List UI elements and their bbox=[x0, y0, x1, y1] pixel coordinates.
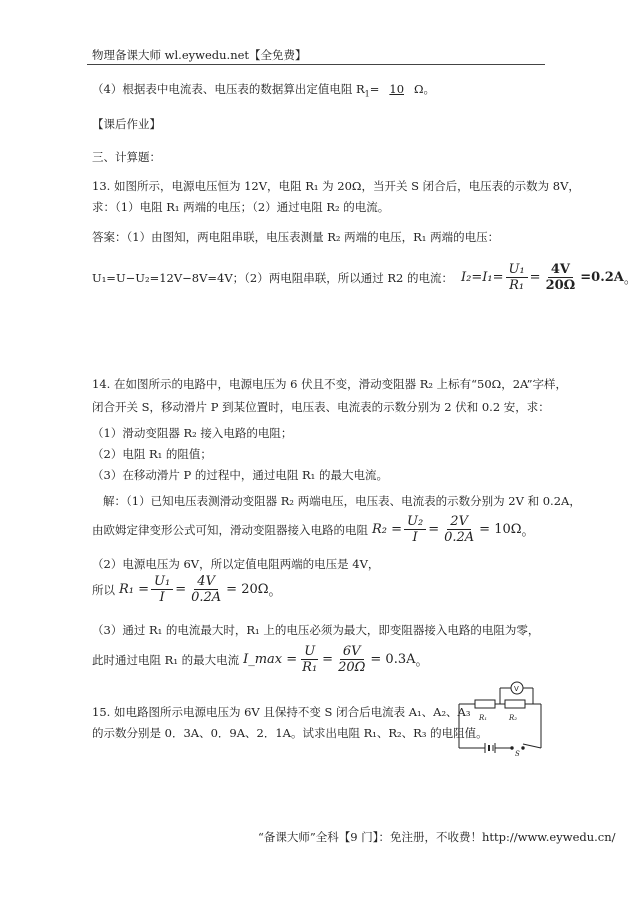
q4-answer: 10 bbox=[389, 82, 405, 96]
q14-f1-den2: 0.2A bbox=[444, 530, 475, 545]
q4-line bbox=[92, 81, 435, 98]
q14-f2-result: = 20Ω bbox=[226, 582, 269, 597]
q13-answer2 bbox=[92, 262, 637, 293]
q4-sub: 1 bbox=[364, 89, 370, 99]
q14-f2-num2: 4V bbox=[194, 574, 218, 590]
q14-sol1b bbox=[92, 514, 535, 545]
q14-f2-den2: 0.2A bbox=[191, 590, 222, 605]
q13-formula-lhs: I₂=I₁= bbox=[461, 270, 504, 285]
q14-f2 bbox=[119, 574, 282, 605]
q14-f3-lhs: I_max = bbox=[243, 652, 298, 667]
q13-line1: 13. 如图所示，电源电压恒为 12V，电阻 R₁ 为 20Ω，当开关 S 闭合后，电压表的示数为 8V， bbox=[92, 179, 580, 193]
q14-f1-lhs: R₂ = bbox=[372, 522, 403, 537]
q14-sol2a: （2）电源电压为 6V，所以定值电阻两端的电压是 4V， bbox=[92, 557, 380, 571]
q14-sol2b bbox=[92, 574, 282, 605]
q14-sol3a: （3）通过 R₁ 的电流最大时，R₁ 上的电压必须为最大，即变阻器接入电路的电阻为零， bbox=[92, 623, 540, 637]
q14-f2-lhs: R₁ = bbox=[119, 582, 150, 597]
q14-f3-num2: 6V bbox=[340, 644, 364, 660]
q14-f1-eq: = bbox=[428, 522, 440, 537]
q14-f1-frac2 bbox=[441, 514, 477, 545]
r2-resistor bbox=[505, 700, 525, 708]
q4-suffix: Ω。 bbox=[414, 82, 436, 96]
q4-prefix: （4）根据表中电流表、电压表的数据算出定值电阻 R bbox=[92, 82, 365, 96]
q13-frac1 bbox=[506, 262, 528, 293]
r1-resistor bbox=[475, 700, 495, 708]
q13-formula-eq: = bbox=[529, 270, 541, 285]
q13-frac2 bbox=[543, 262, 579, 293]
voltmeter-label: V bbox=[514, 685, 519, 693]
q14-sol3b-text: 此时通过电阻 R₁ 的最大电流 bbox=[92, 652, 240, 667]
q14-line2: 闭合开关 S，移动滑片 P 到某位置时，电压表、电流表的示数分别为 2 伏和 0.2 安，求： bbox=[92, 400, 550, 414]
q13-line2: 求：（1）电阻 R₁ 两端的电压；（2）通过电阻 R₂ 的电流。 bbox=[92, 200, 390, 214]
q13-formula-result: =0.2A bbox=[580, 270, 624, 285]
q14-f2-frac2 bbox=[188, 574, 224, 605]
q14-f1-result: = 10Ω bbox=[479, 522, 522, 537]
q14-f2-eq: = bbox=[175, 582, 187, 597]
q14-f3-result: = 0.3A bbox=[370, 652, 416, 667]
q14-item2: （2）电阻 R₁ 的阻值； bbox=[92, 447, 212, 461]
q13-frac2-den: 20Ω bbox=[545, 278, 576, 293]
q13-answer2-text: U₁=U−U₂=12V−8V=4V；（2）两电阻串联，所以通过 R2 的电流： bbox=[92, 270, 454, 285]
q14-sol1a: 解：（1）已知电压表测滑动变阻器 R₂ 两端电压，电压表、电流表的示数分别为 2V 和 0.2A， bbox=[103, 494, 581, 508]
q14-f3 bbox=[243, 644, 428, 675]
q14-f1-num1: U₂ bbox=[404, 514, 426, 530]
q13-frac1-den: R₁ bbox=[509, 278, 525, 293]
q14-line1: 14. 在如图所示的电路中，电源电压为 6 伏且不变，滑动变阻器 R₂ 上标有“50Ω，2A”字样， bbox=[92, 377, 568, 391]
q14-sol2b-text: 所以 bbox=[92, 582, 115, 597]
q13-frac2-num: 4V bbox=[548, 262, 573, 278]
q13-formula bbox=[461, 262, 637, 293]
q15-line1: 15. 如电路图所示电源电压为 6V 且保持不变 S 闭合后电流表 A₁、A₂、A₃ bbox=[92, 705, 471, 719]
q14-f3-num1: U bbox=[301, 644, 318, 660]
r1-label: R₁ bbox=[479, 714, 488, 722]
q14-item1: （1）滑动变阻器 R₂ 接入电路的电阻； bbox=[92, 426, 293, 440]
q14-f1-den1: I bbox=[412, 530, 418, 545]
q13-answer1: 答案：（1）由图知，两电阻串联，电压表测量 R₂ 两端的电压，R₁ 两端的电压： bbox=[92, 230, 500, 244]
page-footer: “备课大师”全科【9 门】：免注册，不收费！http://www.eywedu.cn/ bbox=[258, 830, 616, 844]
q13-frac1-num: U₁ bbox=[506, 262, 528, 278]
q14-f1-frac1 bbox=[404, 514, 426, 545]
q14-f1-end: 。 bbox=[521, 524, 535, 539]
r2-label: R₂ bbox=[509, 714, 518, 722]
q14-f2-frac1 bbox=[151, 574, 173, 605]
header-rule bbox=[87, 64, 545, 65]
page-header: 物理备课大师 wl.eywedu.net【全免费】 bbox=[92, 48, 307, 62]
q13-formula-end: 。 bbox=[623, 272, 637, 287]
q14-f2-den1: I bbox=[159, 590, 165, 605]
q14-sol1b-text: 由欧姆定律变形公式可知，滑动变阻器接入电路的电阻 bbox=[92, 522, 368, 537]
q14-item3: （3）在移动滑片 P 的过程中，通过电阻 R₁ 的最大电流。 bbox=[92, 468, 388, 482]
homework-title: 【课后作业】 bbox=[92, 117, 161, 131]
switch-label: S bbox=[515, 750, 520, 756]
q14-f2-end: 。 bbox=[268, 584, 282, 599]
q15-line2: 的示数分别是 0．3A、0．9A、2．1A。试求出电阻 R₁、R₂、R₃ 的电阻值。 bbox=[92, 726, 488, 740]
section-title: 三、计算题： bbox=[92, 150, 161, 164]
circuit-diagram bbox=[455, 676, 545, 756]
q14-f1-num2: 2V bbox=[447, 514, 471, 530]
q14-f1 bbox=[372, 514, 535, 545]
q14-f2-num1: U₁ bbox=[151, 574, 173, 590]
q14-f3-eq: = bbox=[322, 652, 334, 667]
q14-f3-end: 。 bbox=[415, 654, 429, 669]
q14-f3-den2: 20Ω bbox=[338, 660, 366, 675]
q14-sol3b bbox=[92, 644, 429, 675]
q14-f3-den1: R₁ bbox=[302, 660, 318, 675]
q14-f3-frac1 bbox=[299, 644, 320, 675]
q4-eq: = bbox=[369, 82, 380, 96]
q14-f3-frac2 bbox=[335, 644, 368, 675]
